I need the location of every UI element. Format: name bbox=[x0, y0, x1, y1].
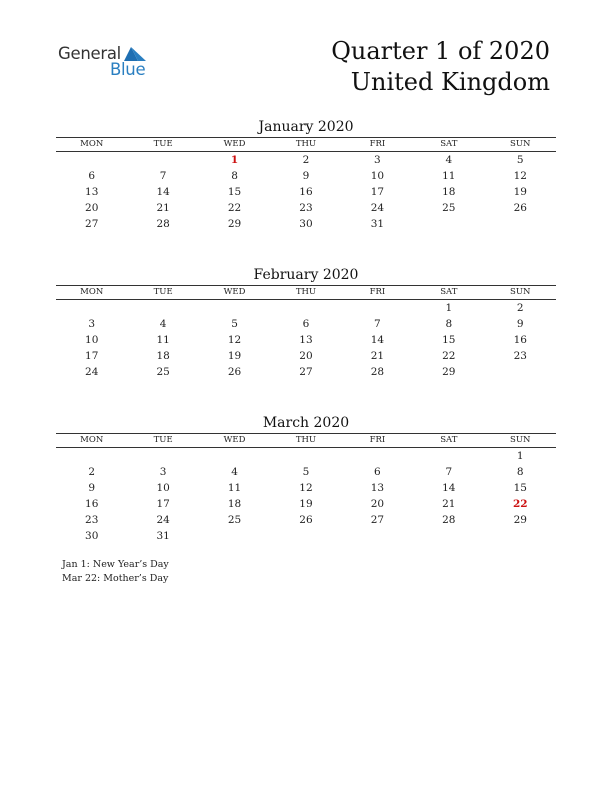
day-cell: 11 bbox=[442, 170, 456, 182]
day-cell: 3 bbox=[159, 466, 167, 478]
day-cell: 5 bbox=[516, 154, 524, 166]
day-cell: 29 bbox=[513, 514, 527, 526]
day-cell: 15 bbox=[442, 334, 456, 346]
weekday-header: THU bbox=[270, 286, 341, 300]
weekday-header: TUE bbox=[127, 138, 198, 152]
day-cell: 7 bbox=[159, 170, 167, 182]
empty-day-cell bbox=[413, 528, 484, 544]
day-cell: 1 bbox=[230, 154, 239, 166]
day-cell: 30 bbox=[85, 530, 99, 542]
month-title: January 2020 bbox=[258, 119, 354, 135]
day-cell: 24 bbox=[156, 514, 170, 526]
day-cell: 21 bbox=[442, 498, 456, 510]
empty-day-cell bbox=[485, 528, 556, 544]
empty-day-cell bbox=[342, 448, 413, 465]
day-cell: 2 bbox=[88, 466, 96, 478]
day-cell: 16 bbox=[513, 334, 527, 346]
weekday-header-row bbox=[56, 138, 556, 152]
week-row bbox=[56, 216, 556, 232]
day-cell: 27 bbox=[85, 218, 99, 230]
month-title: March 2020 bbox=[262, 415, 350, 431]
day-cell: 27 bbox=[370, 514, 385, 526]
weekday-header: MON bbox=[56, 434, 127, 448]
day-cell: 12 bbox=[513, 170, 527, 182]
day-cell: 24 bbox=[85, 366, 99, 378]
empty-day-cell bbox=[127, 152, 198, 169]
empty-day-cell bbox=[270, 528, 341, 544]
weekday-header: THU bbox=[270, 434, 341, 448]
holiday-note: Mar 22: Mother’s Day bbox=[62, 573, 169, 584]
day-cell: 20 bbox=[299, 350, 313, 362]
brand-logo bbox=[58, 44, 178, 84]
day-cell: 13 bbox=[370, 482, 385, 494]
day-cell: 22 bbox=[512, 498, 528, 510]
weekday-header: WED bbox=[199, 286, 270, 300]
empty-day-cell bbox=[342, 300, 413, 317]
day-cell: 6 bbox=[302, 318, 310, 330]
week-row bbox=[56, 364, 556, 380]
weekday-header: SUN bbox=[485, 138, 556, 152]
day-cell: 21 bbox=[156, 202, 170, 214]
weekday-header: TUE bbox=[127, 286, 198, 300]
week-row bbox=[56, 496, 556, 512]
weekday-header: SAT bbox=[413, 286, 484, 300]
empty-day-cell bbox=[270, 300, 341, 317]
week-row bbox=[56, 316, 556, 332]
day-cell: 23 bbox=[513, 350, 527, 362]
weekday-header: SUN bbox=[485, 434, 556, 448]
day-cell: 13 bbox=[85, 186, 99, 198]
empty-day-cell bbox=[485, 364, 556, 380]
day-cell: 6 bbox=[88, 170, 96, 182]
empty-day-cell bbox=[342, 528, 413, 544]
week-row bbox=[56, 348, 556, 364]
day-cell: 12 bbox=[299, 482, 313, 494]
title-quarter: Quarter 1 of 2020 bbox=[331, 37, 550, 65]
day-cell: 20 bbox=[85, 202, 99, 214]
day-cell: 10 bbox=[370, 170, 385, 182]
day-cell: 8 bbox=[231, 170, 238, 182]
day-cell: 16 bbox=[299, 186, 313, 198]
week-row bbox=[56, 512, 556, 528]
day-cell: 10 bbox=[156, 482, 170, 494]
weekday-header: THU bbox=[270, 138, 341, 152]
day-cell: 29 bbox=[442, 366, 456, 378]
holiday-notes bbox=[62, 558, 169, 586]
weekday-header: WED bbox=[199, 138, 270, 152]
day-cell: 26 bbox=[299, 514, 313, 526]
empty-day-cell bbox=[270, 448, 341, 465]
day-cell: 7 bbox=[445, 466, 453, 478]
weekday-header: FRI bbox=[342, 138, 413, 152]
weekday-header: MON bbox=[56, 138, 127, 152]
day-cell: 12 bbox=[227, 334, 242, 346]
calendar-grid bbox=[56, 285, 556, 380]
page-title bbox=[331, 36, 550, 98]
day-cell: 9 bbox=[516, 318, 524, 330]
calendar-grid bbox=[56, 433, 556, 544]
week-row bbox=[56, 300, 556, 317]
day-cell: 17 bbox=[156, 498, 170, 510]
day-cell: 11 bbox=[227, 482, 242, 494]
day-cell: 2 bbox=[302, 154, 310, 166]
day-cell: 1 bbox=[516, 450, 524, 462]
day-cell: 23 bbox=[85, 514, 99, 526]
weekday-header: WED bbox=[199, 434, 270, 448]
day-cell: 3 bbox=[88, 318, 96, 330]
empty-day-cell bbox=[127, 300, 198, 317]
week-row bbox=[56, 184, 556, 200]
week-row bbox=[56, 464, 556, 480]
empty-day-cell bbox=[56, 152, 127, 169]
month-title: February 2020 bbox=[253, 267, 359, 283]
day-cell: 9 bbox=[302, 170, 310, 182]
day-cell: 1 bbox=[445, 302, 453, 314]
week-row bbox=[56, 480, 556, 496]
day-cell: 5 bbox=[231, 318, 238, 330]
day-cell: 31 bbox=[156, 530, 170, 542]
day-cell: 14 bbox=[442, 482, 456, 494]
day-cell: 17 bbox=[85, 350, 99, 362]
day-cell: 13 bbox=[299, 334, 313, 346]
day-cell: 28 bbox=[370, 366, 385, 378]
week-row bbox=[56, 448, 556, 465]
day-cell: 15 bbox=[513, 482, 527, 494]
day-cell: 9 bbox=[88, 482, 96, 494]
weekday-header: SAT bbox=[413, 138, 484, 152]
week-row bbox=[56, 332, 556, 348]
day-cell: 19 bbox=[513, 186, 527, 198]
week-row bbox=[56, 200, 556, 216]
day-cell: 4 bbox=[231, 466, 238, 478]
month-march bbox=[56, 413, 556, 544]
day-cell: 23 bbox=[299, 202, 313, 214]
day-cell: 18 bbox=[156, 350, 170, 362]
weekday-header: FRI bbox=[342, 286, 413, 300]
month-february bbox=[56, 265, 556, 380]
day-cell: 27 bbox=[299, 366, 313, 378]
day-cell: 31 bbox=[370, 218, 385, 230]
day-cell: 22 bbox=[227, 202, 242, 214]
empty-day-cell bbox=[56, 300, 127, 317]
day-cell: 5 bbox=[302, 466, 310, 478]
month-january bbox=[56, 117, 556, 232]
weekday-header: TUE bbox=[127, 434, 198, 448]
day-cell: 7 bbox=[374, 318, 381, 330]
holiday-note: Jan 1: New Year’s Day bbox=[62, 559, 169, 570]
weekday-header: FRI bbox=[342, 434, 413, 448]
day-cell: 26 bbox=[227, 366, 242, 378]
week-row bbox=[56, 528, 556, 544]
day-cell: 25 bbox=[156, 366, 170, 378]
day-cell: 19 bbox=[227, 350, 242, 362]
day-cell: 26 bbox=[513, 202, 527, 214]
day-cell: 28 bbox=[442, 514, 456, 526]
empty-day-cell bbox=[199, 300, 270, 317]
day-cell: 4 bbox=[159, 318, 167, 330]
day-cell: 15 bbox=[227, 186, 242, 198]
day-cell: 22 bbox=[442, 350, 456, 362]
day-cell: 6 bbox=[374, 466, 381, 478]
day-cell: 14 bbox=[370, 334, 385, 346]
empty-day-cell bbox=[56, 448, 127, 465]
day-cell: 10 bbox=[85, 334, 99, 346]
day-cell: 25 bbox=[442, 202, 456, 214]
title-country: United Kingdom bbox=[350, 68, 550, 96]
day-cell: 4 bbox=[445, 154, 453, 166]
empty-day-cell bbox=[413, 448, 484, 465]
day-cell: 21 bbox=[370, 350, 385, 362]
week-row bbox=[56, 168, 556, 184]
logo-general-text: General bbox=[58, 44, 121, 63]
day-cell: 19 bbox=[299, 498, 313, 510]
weekday-header: MON bbox=[56, 286, 127, 300]
day-cell: 20 bbox=[370, 498, 385, 510]
weekday-header-row bbox=[56, 286, 556, 300]
day-cell: 18 bbox=[442, 186, 456, 198]
day-cell: 3 bbox=[374, 154, 381, 166]
day-cell: 14 bbox=[156, 186, 170, 198]
day-cell: 29 bbox=[227, 218, 242, 230]
calendar-grid bbox=[56, 137, 556, 232]
day-cell: 30 bbox=[299, 218, 313, 230]
day-cell: 17 bbox=[370, 186, 385, 198]
logo-blue-text: Blue bbox=[110, 60, 146, 79]
day-cell: 18 bbox=[227, 498, 242, 510]
empty-day-cell bbox=[199, 448, 270, 465]
empty-day-cell bbox=[485, 216, 556, 232]
day-cell: 25 bbox=[227, 514, 242, 526]
day-cell: 8 bbox=[516, 466, 524, 478]
day-cell: 16 bbox=[85, 498, 99, 510]
weekday-header: SAT bbox=[413, 434, 484, 448]
week-row bbox=[56, 152, 556, 169]
day-cell: 11 bbox=[156, 334, 170, 346]
empty-day-cell bbox=[127, 448, 198, 465]
day-cell: 24 bbox=[370, 202, 385, 214]
empty-day-cell bbox=[199, 528, 270, 544]
day-cell: 28 bbox=[156, 218, 170, 230]
empty-day-cell bbox=[413, 216, 484, 232]
day-cell: 2 bbox=[516, 302, 524, 314]
day-cell: 8 bbox=[445, 318, 453, 330]
weekday-header: SUN bbox=[485, 286, 556, 300]
weekday-header-row bbox=[56, 434, 556, 448]
